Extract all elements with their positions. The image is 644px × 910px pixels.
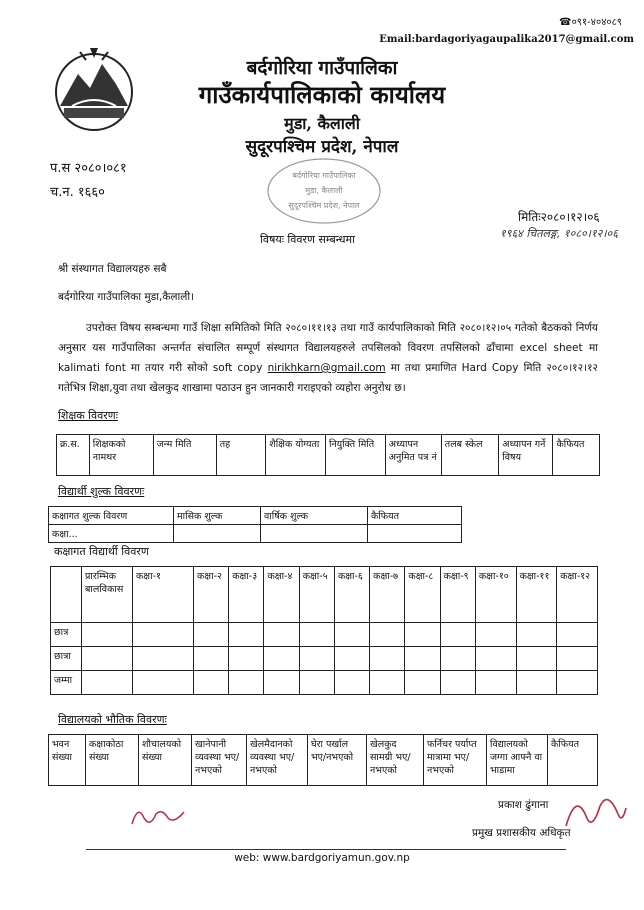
students-row-boys: छात्र xyxy=(51,623,82,647)
fee-col-remarks: कैफियत xyxy=(368,507,462,525)
students-col-8: कक्षा-८ xyxy=(405,567,440,623)
teacher-col-license: अध्यापन अनुमित पत्र नं xyxy=(385,435,441,476)
teacher-section-title: शिक्षक विवरणः xyxy=(58,409,118,422)
teacher-col-remarks: कैफियत xyxy=(553,435,600,476)
letter-subject: विषयः विवरण सम्बन्धमा xyxy=(260,233,355,246)
fee-col-monthly: मासिक शुल्क xyxy=(174,507,261,525)
initial-signature xyxy=(128,800,188,830)
physical-col-land: विद्यालयको जग्गा आफ्नै वा भाडामा xyxy=(487,735,548,786)
teacher-col-appointment: नियुक्ति मिति xyxy=(325,435,385,476)
stamp-line-2: मुडा, कैलाली xyxy=(305,186,343,195)
physical-col-remarks: कैफियत xyxy=(548,735,598,786)
body-email-link[interactable]: nirikhkarn@gmail.com xyxy=(267,362,386,374)
physical-col-buildings: भवन संख्या xyxy=(49,735,86,786)
office-stamp xyxy=(265,156,383,226)
students-row-girls: छात्रा xyxy=(51,647,82,671)
dispatch-number: च.न. १६६० xyxy=(50,185,105,200)
students-col-7: कक्षा-७ xyxy=(370,567,405,623)
teacher-col-subject: अध्यापन गर्ने विषय xyxy=(499,435,553,476)
students-col-2: कक्षा-२ xyxy=(194,567,229,623)
physical-table xyxy=(48,734,598,786)
letter-body-part-a: उपरोक्त विषय सम्बन्धमा गाउँ शिक्षा समितिको मिति २०८०।११।१३ तथा गाउँ कार्यपालिकाको मिति २०८०।१२।०५ गतेको बैठकको निर्णय अनुसार यस गाउँपालिका अन्तर्गत संचालित सम्पूर्ण संस्थागत विद्यालयहरुले तपसिलको विवरण तपसिलको ढाँचामा excel sheet मा kalimati font मा तयार गरी सोको soft copy xyxy=(58,322,598,374)
fee-cell xyxy=(368,525,462,543)
physical-col-classrooms: कक्षाकोठा संख्या xyxy=(86,735,139,786)
students-col-4: कक्षा-४ xyxy=(264,567,299,623)
office-name: गाउँकार्यपालिकाको कार्यालय xyxy=(198,80,446,109)
students-col-1: कक्षा-१ xyxy=(133,567,194,623)
stamp-line-1: बर्दगोरिया गाउँपालिका xyxy=(292,171,356,180)
class-students-table xyxy=(50,566,598,695)
province-name: सुदूरपश्चिम प्रदेश, नेपाल xyxy=(245,137,399,157)
students-col-11: कक्षा-११ xyxy=(516,567,557,623)
students-col-12: कक्षा-१२ xyxy=(557,567,598,623)
students-row-total: जम्मा xyxy=(51,671,82,695)
physical-col-furniture: फर्निचर पर्याप्त मात्रामा भए/नभएको xyxy=(424,735,487,786)
students-col-6: कक्षा-६ xyxy=(334,567,369,623)
handwritten-note: १९६४ चितलङ्ग, १०८०।१२।०६ xyxy=(500,227,618,240)
teacher-col-salary: तलब स्केल xyxy=(441,435,498,476)
teacher-col-level: तह xyxy=(216,435,266,476)
students-col-5: कक्षा-५ xyxy=(299,567,334,623)
physical-col-wall: घेरा पर्खाल भए/नभएको xyxy=(308,735,367,786)
physical-col-water: खानेपानी व्यवस्था भए/नभएको xyxy=(192,735,247,786)
physical-col-toilets: शौचालयको संख्या xyxy=(139,735,192,786)
fee-section-title: विद्यार्थी शुल्क विवरणः xyxy=(58,485,145,498)
email-address: Email:bardagoriyagaupalika2017@gmail.com xyxy=(379,34,634,45)
teacher-col-sn: क्र.स. xyxy=(57,435,90,476)
office-location: मुडा, कैलाली xyxy=(284,114,360,133)
students-col-3: कक्षा-३ xyxy=(229,567,264,623)
students-corner-cell xyxy=(51,567,82,623)
signatory-name: प्रकाश ढुंगाना xyxy=(498,799,549,811)
recipient: श्री संस्थागत विद्यालयहरु सबै xyxy=(58,263,167,275)
students-col-9: कक्षा-९ xyxy=(440,567,475,623)
letter-body xyxy=(58,318,598,398)
teacher-col-qualification: शैक्षिक योग्यता xyxy=(266,435,326,476)
letter-date: मितिः२०८०।१२।०६ xyxy=(518,210,600,224)
teacher-col-name: शिक्षकको नामथर xyxy=(89,435,153,476)
municipality-name: बर्दगोरिया गाउँपालिका xyxy=(246,57,398,79)
students-col-10: कक्षा-१० xyxy=(475,567,516,623)
phone-number: ☎०९१-४०४०८९ xyxy=(559,17,622,28)
footer-divider xyxy=(86,849,566,850)
physical-col-playground: खेलमैदानको व्यवस्था भए/नभएको xyxy=(247,735,308,786)
stamp-line-3: सुदूरपश्चिम प्रदेश, नेपाल xyxy=(288,201,360,210)
fee-col-annual: वार्षिक शुल्क xyxy=(261,507,368,525)
letter-body-part-b: मा तथा प्रमाणित Hard Copy मिति २०८०।१२।१२ गतेभित्र शिक्षा,युवा तथा खेलकुद शाखामा पठाउन हुन जानकारी गराइएको व्यहोरा अनुरोध छ। xyxy=(58,362,598,394)
fee-cell xyxy=(174,525,261,543)
physical-section-title: विद्यालयको भौतिक विवरणः xyxy=(58,713,167,726)
teacher-col-dob: जन्म मिति xyxy=(153,435,216,476)
recipient-address: बर्दगोरिया गाउँपालिका मुडा,कैलाली। xyxy=(58,291,195,303)
teacher-table xyxy=(56,434,600,476)
website-url[interactable]: web: www.bardgoriyamun.gov.np xyxy=(234,852,410,864)
fee-row-class: कक्षा... xyxy=(49,525,174,543)
fee-col-class: कक्षागत शुल्क विवरण xyxy=(49,507,174,525)
reference-number: प.स २०८०।०८१ xyxy=(50,161,127,176)
students-col-ecd: प्रारम्भिक बालविकास xyxy=(82,567,133,623)
signatory-designation: प्रमुख प्रशासकीय अधिकृत xyxy=(472,827,571,839)
physical-col-sports: खेलकुद सामग्री भए/नभएको xyxy=(367,735,424,786)
fee-cell xyxy=(261,525,368,543)
class-students-title: कक्षागत विद्यार्थी विवरण xyxy=(54,545,149,558)
fee-table xyxy=(48,506,462,543)
